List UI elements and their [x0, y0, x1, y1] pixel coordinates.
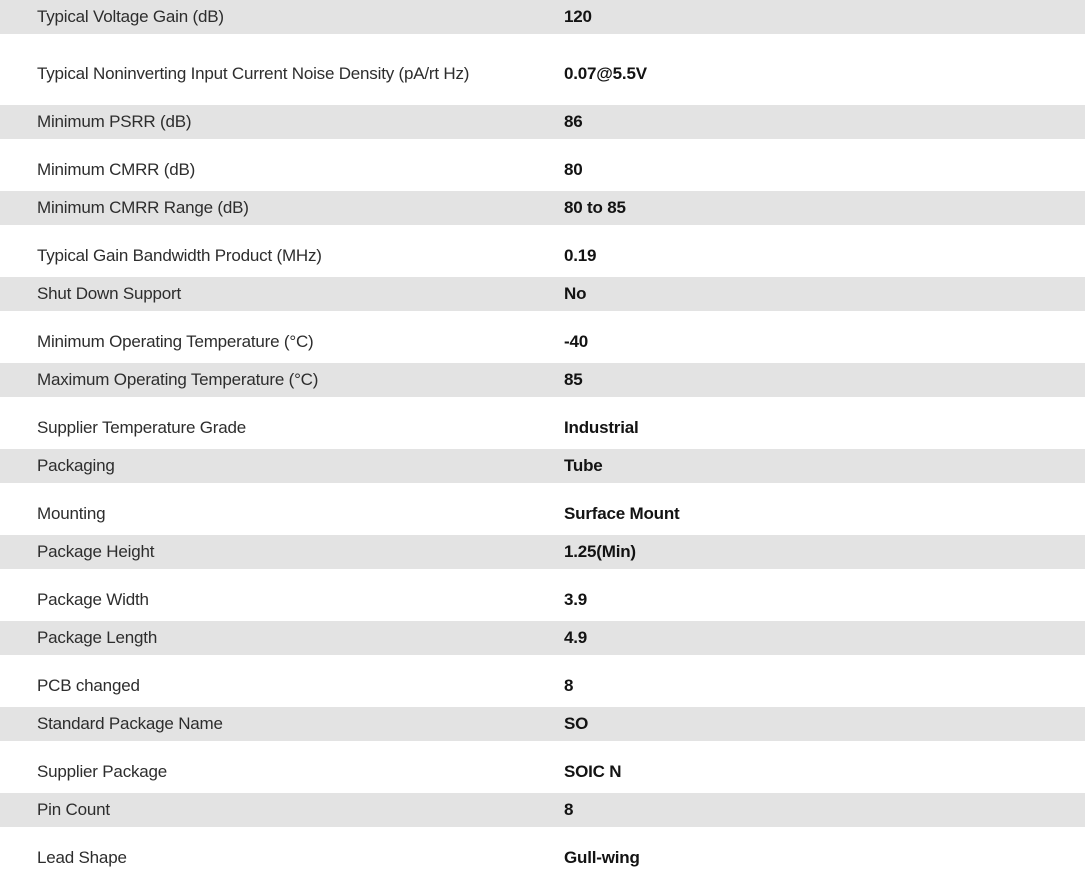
spec-value-cell: [527, 675, 1085, 697]
table-row: [0, 43, 1085, 105]
spec-value: -40: [564, 331, 588, 351]
spec-label-cell: [0, 455, 527, 477]
spec-value: Surface Mount: [564, 503, 680, 523]
spec-value: 8: [564, 800, 574, 819]
spec-value: 4.9: [564, 628, 588, 647]
spec-label-cell: [0, 589, 527, 611]
spec-label: Packaging: [37, 456, 115, 475]
spec-label-cell: [0, 799, 527, 821]
spec-value: 80: [564, 159, 583, 179]
spec-label-cell: [0, 675, 527, 697]
table-row: [0, 0, 1085, 43]
spec-value: SOIC N: [564, 761, 622, 781]
spec-value: 8: [564, 675, 574, 695]
table-row: [0, 750, 1085, 793]
spec-value: No: [564, 284, 587, 303]
spec-label-cell: [0, 503, 527, 525]
spec-value-cell: [527, 761, 1085, 783]
spec-value: 0.19: [564, 245, 597, 265]
spec-label: Supplier Package: [37, 761, 168, 781]
spec-label-cell: [0, 713, 527, 735]
table-row: [0, 664, 1085, 707]
spec-label-cell: [0, 331, 527, 353]
spec-value-cell: [527, 245, 1085, 267]
spec-value: Industrial: [564, 417, 639, 437]
spec-value-cell: [527, 197, 1085, 219]
spec-value: 85: [564, 370, 583, 389]
spec-value: 0.07@5.5V: [564, 64, 647, 83]
table-row: [0, 836, 1085, 879]
spec-label-cell: [0, 6, 527, 28]
spec-value-cell: [527, 847, 1085, 869]
spec-label-cell: [0, 417, 527, 439]
table-row: [0, 535, 1085, 578]
spec-value: Tube: [564, 456, 603, 475]
table-row: [0, 621, 1085, 664]
spec-label: Maximum Operating Temperature (°C): [37, 370, 319, 389]
spec-label: Supplier Temperature Grade: [37, 417, 246, 437]
spec-label: Lead Shape: [37, 847, 127, 867]
spec-value-cell: [527, 541, 1085, 563]
spec-label: Typical Gain Bandwidth Product (MHz): [37, 245, 322, 265]
spec-label: Package Length: [37, 628, 158, 647]
spec-label: Pin Count: [37, 800, 110, 819]
spec-label: Package Height: [37, 542, 155, 561]
spec-value: 1.25(Min): [564, 542, 636, 561]
spec-label-cell: [0, 63, 527, 85]
spec-value: 120: [564, 7, 592, 26]
spec-label-cell: [0, 245, 527, 267]
spec-label: Typical Noninverting Input Current Noise Density (pA/rt Hz): [37, 64, 470, 83]
table-row: [0, 578, 1085, 621]
spec-value-cell: [527, 331, 1085, 353]
spec-label: Minimum CMRR (dB): [37, 159, 196, 179]
spec-label-cell: [0, 111, 527, 133]
table-row: [0, 707, 1085, 750]
spec-value-cell: [527, 417, 1085, 439]
table-row: [0, 793, 1085, 836]
spec-value-cell: [527, 455, 1085, 477]
table-row: [0, 234, 1085, 277]
spec-label: PCB changed: [37, 675, 140, 695]
spec-label: Package Width: [37, 589, 149, 609]
spec-label: Shut Down Support: [37, 284, 182, 303]
spec-value-cell: [527, 6, 1085, 28]
spec-label-cell: [0, 369, 527, 391]
spec-label: Mounting: [37, 503, 106, 523]
table-row: [0, 277, 1085, 320]
spec-value: 80 to 85: [564, 198, 626, 217]
spec-label-cell: [0, 159, 527, 181]
spec-value: SO: [564, 714, 589, 733]
spec-value: Gull-wing: [564, 847, 640, 867]
spec-value-cell: [527, 283, 1085, 305]
spec-label-cell: [0, 627, 527, 649]
spec-label: Standard Package Name: [37, 714, 223, 733]
spec-value-cell: [527, 589, 1085, 611]
spec-value-cell: [527, 63, 1085, 85]
spec-label-cell: [0, 761, 527, 783]
table-row: [0, 148, 1085, 191]
spec-value-cell: [527, 799, 1085, 821]
spec-value-cell: [527, 503, 1085, 525]
spec-value-cell: [527, 111, 1085, 133]
table-row: [0, 363, 1085, 406]
spec-label: Minimum Operating Temperature (°C): [37, 331, 314, 351]
spec-label: Typical Voltage Gain (dB): [37, 7, 224, 26]
spec-value: 86: [564, 112, 583, 131]
spec-value: 3.9: [564, 589, 588, 609]
table-row: [0, 449, 1085, 492]
table-row: [0, 191, 1085, 234]
table-row: [0, 320, 1085, 363]
spec-label-cell: [0, 541, 527, 563]
table-row: [0, 105, 1085, 148]
spec-value-cell: [527, 159, 1085, 181]
spec-value-cell: [527, 627, 1085, 649]
spec-value-cell: [527, 369, 1085, 391]
spec-label: Minimum PSRR (dB): [37, 112, 192, 131]
spec-label-cell: [0, 197, 527, 219]
spec-label: Minimum CMRR Range (dB): [37, 198, 249, 217]
spec-label-cell: [0, 283, 527, 305]
spec-value-cell: [527, 713, 1085, 735]
table-row: [0, 492, 1085, 535]
spec-label-cell: [0, 847, 527, 869]
table-row: [0, 406, 1085, 449]
